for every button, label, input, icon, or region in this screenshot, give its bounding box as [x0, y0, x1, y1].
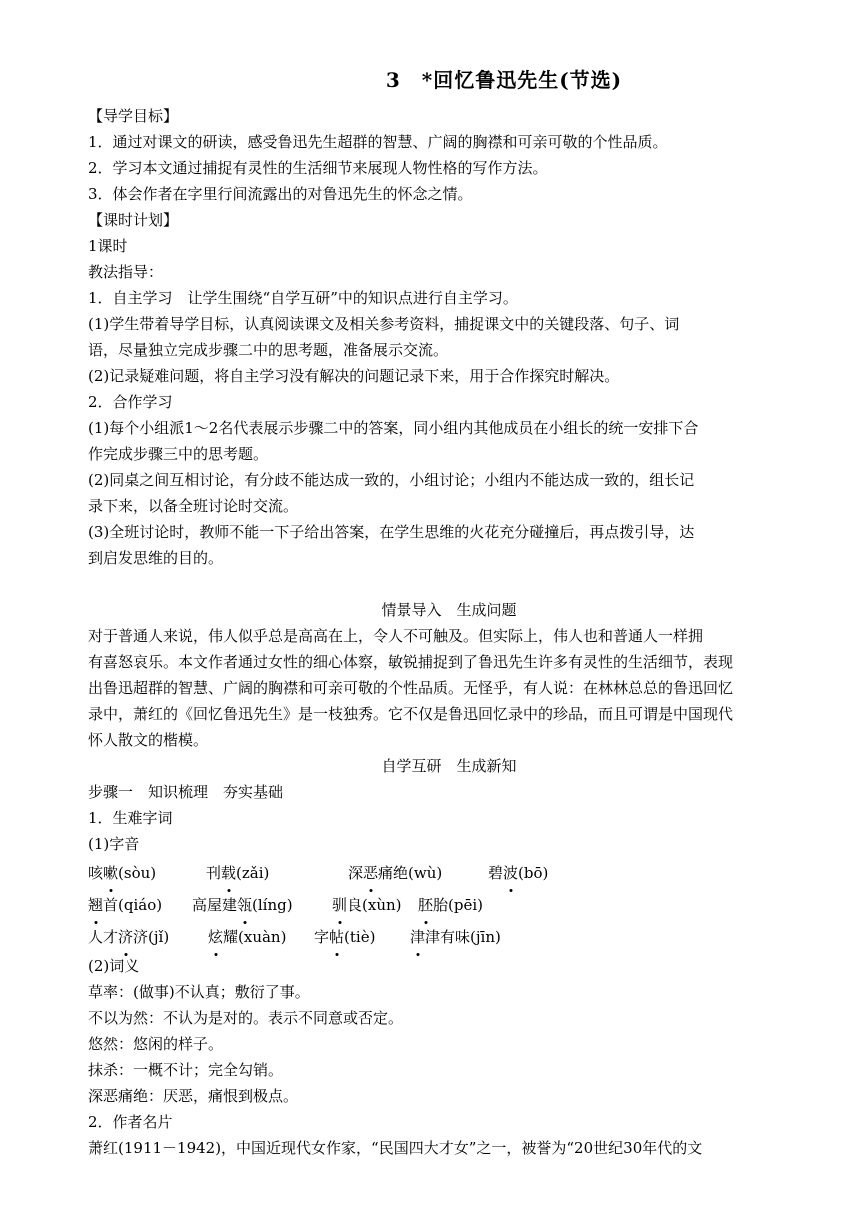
document-page — [88, 64, 810, 1161]
intro-line-5: 怀人散文的楷模。 — [88, 731, 209, 749]
plan-step-1a-line2: 语，尽量独立完成步骤二中的思考题，准备展示交流。 — [88, 341, 449, 359]
plan-step-1b: (2)记录疑难问题，将自主学习没有解决的问题记录下来，用于合作探究时解决。 — [88, 367, 620, 385]
method-label: 教法指导： — [88, 263, 164, 281]
pronunciation-title: (1)字音 — [88, 835, 140, 853]
author-line: 萧红(1911－1942)，中国近现代女作家，“民国四大才女”之一，被誉为“20世纪30年代的文 — [88, 1139, 703, 1157]
pron-item: 炫耀(xuàn) — [208, 921, 314, 953]
plan-hours: 1课时 — [88, 237, 128, 255]
pron-item: 碧波(bō) — [488, 857, 548, 889]
spacer — [88, 571, 810, 597]
pron-item: 人才济济(jǐ) — [88, 921, 208, 953]
plan-heading: 【课时计划】 — [88, 211, 179, 229]
plan-step-1a-line1: (1)学生带着导学目标，认真阅读课文及相关参考资料，捕捉课文中的关键段落、句子、词 — [88, 315, 680, 333]
meaning-item: 悠然：悠闲的样子。 — [88, 1035, 224, 1053]
pron-item: 胚胎(pēi) — [418, 889, 483, 921]
pron-item: 深恶痛绝(wù) — [348, 857, 488, 889]
plan-step-2: 2．合作学习 — [88, 393, 173, 411]
pron-item: 字帖(tiè) — [314, 921, 410, 953]
goals-heading: 【导学目标】 — [88, 107, 179, 125]
meaning-item: 不以为然：不认为是对的。表示不同意或否定。 — [88, 1009, 404, 1027]
pronunciation-row-3 — [88, 921, 810, 953]
pronunciation-row-2 — [88, 889, 810, 921]
goal-item-3: 3．体会作者在字里行间流露出的对鲁迅先生的怀念之情。 — [88, 185, 473, 203]
intro-line-3: 出鲁迅超群的智慧、广阔的胸襟和可亲可敬的个性品质。无怪乎，有人说：在林林总总的鲁迅回忆 — [88, 679, 734, 697]
meaning-item: 深恶痛绝：厌恶，痛恨到极点。 — [88, 1087, 299, 1105]
goal-item-1: 1．通过对课文的研读，感受鲁迅先生超群的智慧、广阔的胸襟和可亲可敬的个性品质。 — [88, 133, 668, 151]
intro-line-4: 录中，萧红的《回忆鲁迅先生》是一枝独秀。它不仅是鲁迅回忆录中的珍品，而且可谓是中国现代 — [88, 705, 734, 723]
pronunciation-row-1 — [88, 857, 810, 889]
self-step-1: 步骤一 知识梳理 夯实基础 — [88, 783, 284, 801]
pron-item: 津津有味(jīn) — [410, 921, 501, 953]
meaning-title: (2)词义 — [88, 957, 140, 975]
plan-step-1: 1．自主学习 让学生围绕“自学互研”中的知识点进行自主学习。 — [88, 289, 518, 307]
pron-item: 咳嗽(sòu) — [88, 857, 206, 889]
pron-item: 刊载(zǎi) — [206, 857, 348, 889]
pron-item: 驯良(xùn) — [332, 889, 418, 921]
plan-step-2c-line2: 到启发思维的目的。 — [88, 549, 224, 567]
intro-heading: 情景导入 生成问题 — [381, 601, 517, 619]
meaning-item: 抹杀：一概不计；完全勾销。 — [88, 1061, 284, 1079]
plan-step-2b-line1: (2)同桌之间互相讨论，有分歧不能达成一致的，小组讨论；小组内不能达成一致的，组长记 — [88, 471, 695, 489]
intro-line-1: 对于普通人来说，伟人似乎总是高高在上，令人不可触及。但实际上，伟人也和普通人一样拥 — [88, 627, 704, 645]
self-study-heading: 自学互研 生成新知 — [381, 757, 517, 775]
goal-item-2: 2．学习本文通过捕捉有灵性的生活细节来展现人物性格的写作方法。 — [88, 159, 548, 177]
plan-step-2c-line1: (3)全班讨论时，教师不能一下子给出答案，在学生思维的火花充分碰撞后，再点拨引导，达 — [88, 523, 695, 541]
plan-step-2a-line2: 作完成步骤三中的思考题。 — [88, 445, 269, 463]
author-title: 2．作者名片 — [88, 1113, 173, 1131]
plan-step-2b-line2: 录下来，以备全班讨论时交流。 — [88, 497, 299, 515]
vocab-title: 1．生难字词 — [88, 809, 173, 827]
pron-item: 高屋建瓴(líng) — [192, 889, 332, 921]
intro-line-2: 有喜怒哀乐。本文作者通过女性的细心体察，敏锐捕捉到了鲁迅先生许多有灵性的生活细节，表现 — [88, 653, 734, 671]
page-title: 3 *回忆鲁迅先生(节选) — [385, 68, 623, 92]
meaning-item: 草率：(做事)不认真；敷衍了事。 — [88, 983, 310, 1001]
pron-item: 翘首(qiáo) — [88, 889, 192, 921]
plan-step-2a-line1: (1)每个小组派1～2名代表展示步骤二中的答案，同小组内其他成员在小组长的统一安排下合 — [88, 419, 699, 437]
